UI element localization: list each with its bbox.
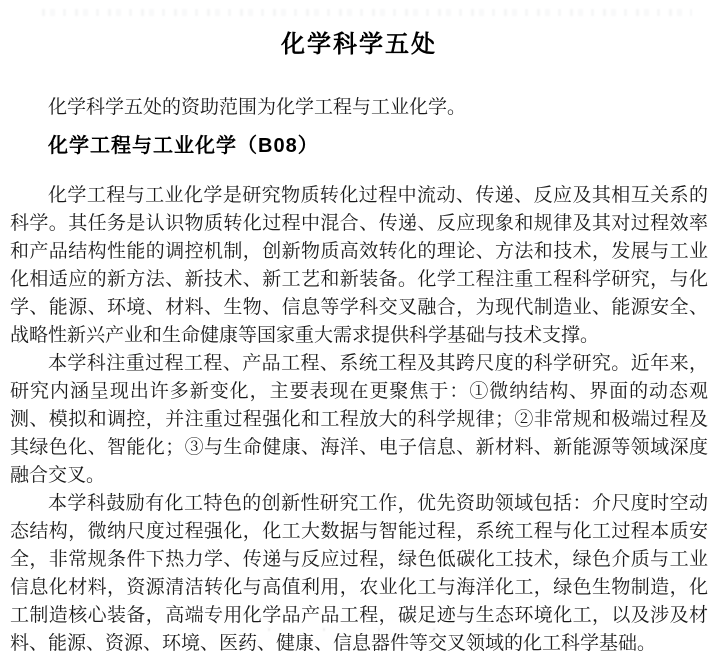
- scan-speck-artifact-bottom: [268, 628, 508, 631]
- body-paragraph-1: 化学工程与工业化学是研究物质转化过程中流动、传递、反应及其相互关系的科学。其任务是认识物质转化过程中混合、传递、反应现象和规律及其对过程效率和产品结构性能的调控机制，创新物质高效转化的理论、方法和技术，发展与工业化相适应的新方法、新技术、新工艺和新装备。化学工程注重工程科学研究，与化学、能源、环境、材料、生物、信息等学科交叉融合，为现代制造业、能源安全、战略性新兴产业和生命健康等国家重大需求提供科学基础与技术支撑。: [10, 185, 708, 346]
- section-heading: 化学工程与工业化学（B08）: [48, 135, 319, 157]
- intro-paragraph: 化学科学五处的资助范围为化学工程与工业化学。: [48, 97, 467, 118]
- page-title: 化学科学五处: [281, 31, 437, 58]
- scan-bleed-artifact-top: [42, 9, 692, 16]
- body-paragraph-3: 本学科鼓励有化工特色的创新性研究工作，优先资助领域包括：介尺度时空动态结构，微纳尺度过程强化，化工大数据与智能过程，系统工程与化工过程本质安全，非常规条件下热力学、传递与反应过程，绿色低碳化工技术，绿色介质与工业信息化材料，资源清洁转化与高值利用，农业化工与海洋化工，绿色生物制造，化工制造核心装备，高端专用化学品产品工程，碳足迹与生态环境化工，以及涉及材料、能源、资源、环境、医药、健康、信息器件等交叉领域的化工科学基础。: [10, 493, 708, 654]
- body-paragraph-2: 本学科注重过程工程、产品工程、系统工程及其跨尺度的科学研究。近年来，研究内涵呈现出许多新变化，主要表现在更聚焦于：①微纳结构、界面的动态观测、模拟和调控，并注重过程强化和工程放大的科学规律；②非常规和极端过程及其绿色化、智能化；③与生命健康、海洋、电子信息、新材料、新能源等领域深度融合交叉。: [10, 353, 708, 486]
